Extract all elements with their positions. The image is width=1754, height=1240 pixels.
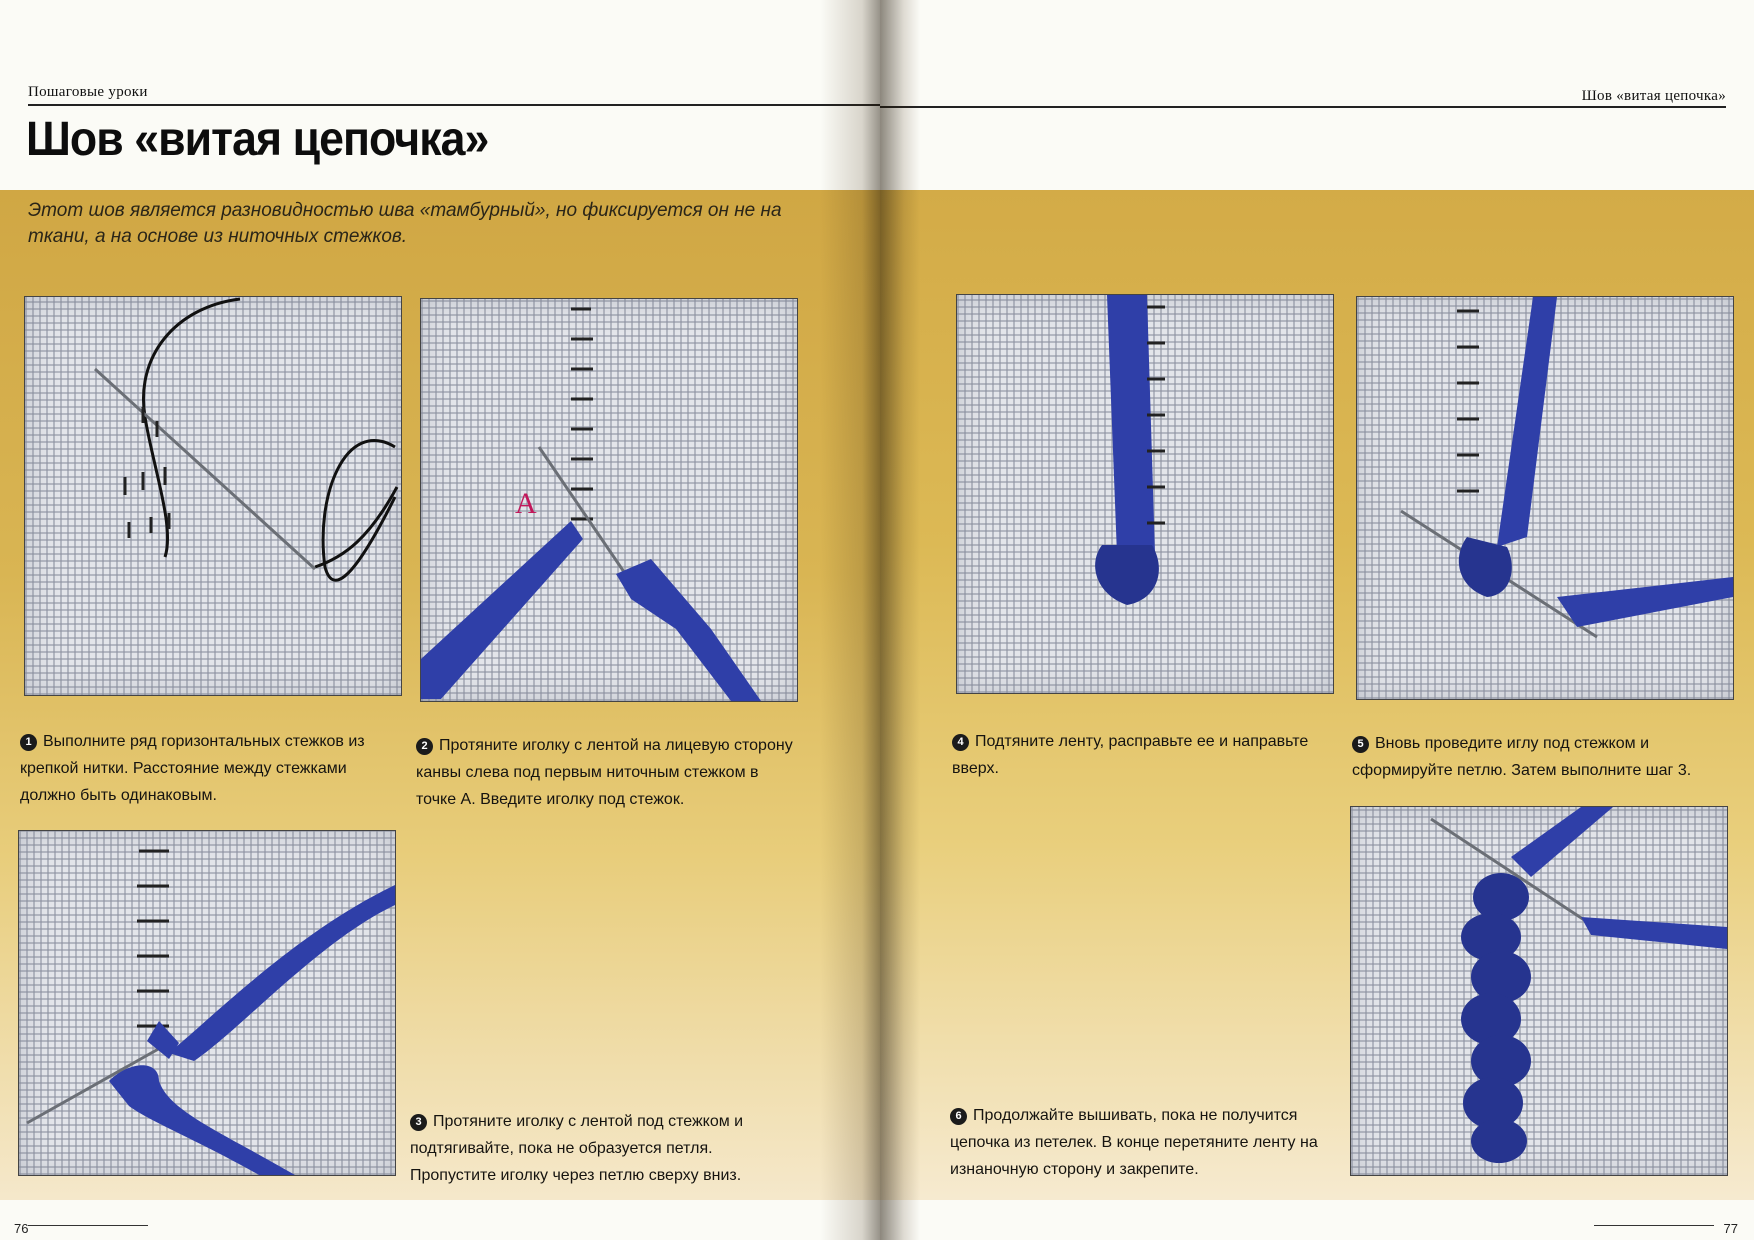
page-title: Шов «витая цепочка»	[26, 113, 489, 166]
step-2-caption	[416, 732, 800, 813]
step-text: Подтяните ленту, расправьте ее и направьте вверх.	[952, 733, 1309, 777]
finished-chain-illustration	[1351, 807, 1727, 1175]
page-number: 77	[1723, 1221, 1738, 1236]
step-text: Вновь проведите иглу под стежком и сформируйте петлю. Затем выполните шаг 3.	[1352, 735, 1692, 779]
step-2-photo	[420, 298, 798, 702]
gutter-shadow	[880, 0, 920, 1240]
step-number-badge: 5	[1352, 736, 1369, 753]
step-3-photo	[18, 830, 396, 1176]
ribbon-entry-illustration	[421, 299, 797, 701]
step-6-caption	[950, 1102, 1330, 1183]
header-rule	[28, 104, 880, 106]
step-5-caption	[1352, 730, 1736, 784]
page-number: 76	[14, 1221, 29, 1236]
footer-rule	[1594, 1225, 1714, 1226]
point-a-label: А	[515, 487, 537, 520]
footer-rule	[28, 1225, 148, 1226]
step-number-badge: 3	[410, 1114, 427, 1131]
step-5-photo	[1356, 296, 1734, 700]
step-text: Протяните иголку с лентой под стежком и подтягивайте, пока не образуется петля. Пропустите иголку через петлю сверху вниз.	[410, 1113, 744, 1184]
step-1-photo	[24, 296, 402, 696]
gutter-shadow	[820, 0, 880, 1240]
step-number-badge: 6	[950, 1108, 967, 1125]
ribbon-loop-illustration	[19, 831, 395, 1175]
right-page	[880, 0, 1754, 1240]
step-text: Выполните ряд горизонтальных стежков из крепкой нитки. Расстояние между стежками должно быть одинаковым.	[20, 733, 365, 804]
step-number-badge: 2	[416, 738, 433, 755]
running-head: Шов «витая цепочка»	[1581, 88, 1726, 104]
step-1-caption	[20, 728, 400, 809]
step-3-caption	[410, 1108, 800, 1189]
step-number-badge: 1	[20, 734, 37, 751]
step-6-photo	[1350, 806, 1728, 1176]
header-rule	[880, 106, 1726, 108]
step-4-caption	[952, 728, 1336, 782]
thread-and-needle-illustration	[25, 297, 401, 695]
step-text: Протяните иголку с лентой на лицевую сторону канвы слева под первым ниточным стежком в точке А. Введите иголку под стежок.	[416, 737, 793, 808]
step-text: Продолжайте вышивать, пока не получится цепочка из петелек. В конце перетяните ленту на изнаночную сторону и закрепите.	[950, 1107, 1318, 1178]
running-head: Пошаговые уроки	[28, 84, 148, 100]
ribbon-upright-illustration	[957, 295, 1333, 693]
step-number-badge: 4	[952, 734, 969, 751]
loop-forming-illustration	[1357, 297, 1733, 699]
step-4-photo	[956, 294, 1334, 694]
intro-text: Этот шов является разновидностью шва «тамбурный», но фиксируется он не на ткани, а на основе из ниточных стежков.	[28, 200, 782, 247]
